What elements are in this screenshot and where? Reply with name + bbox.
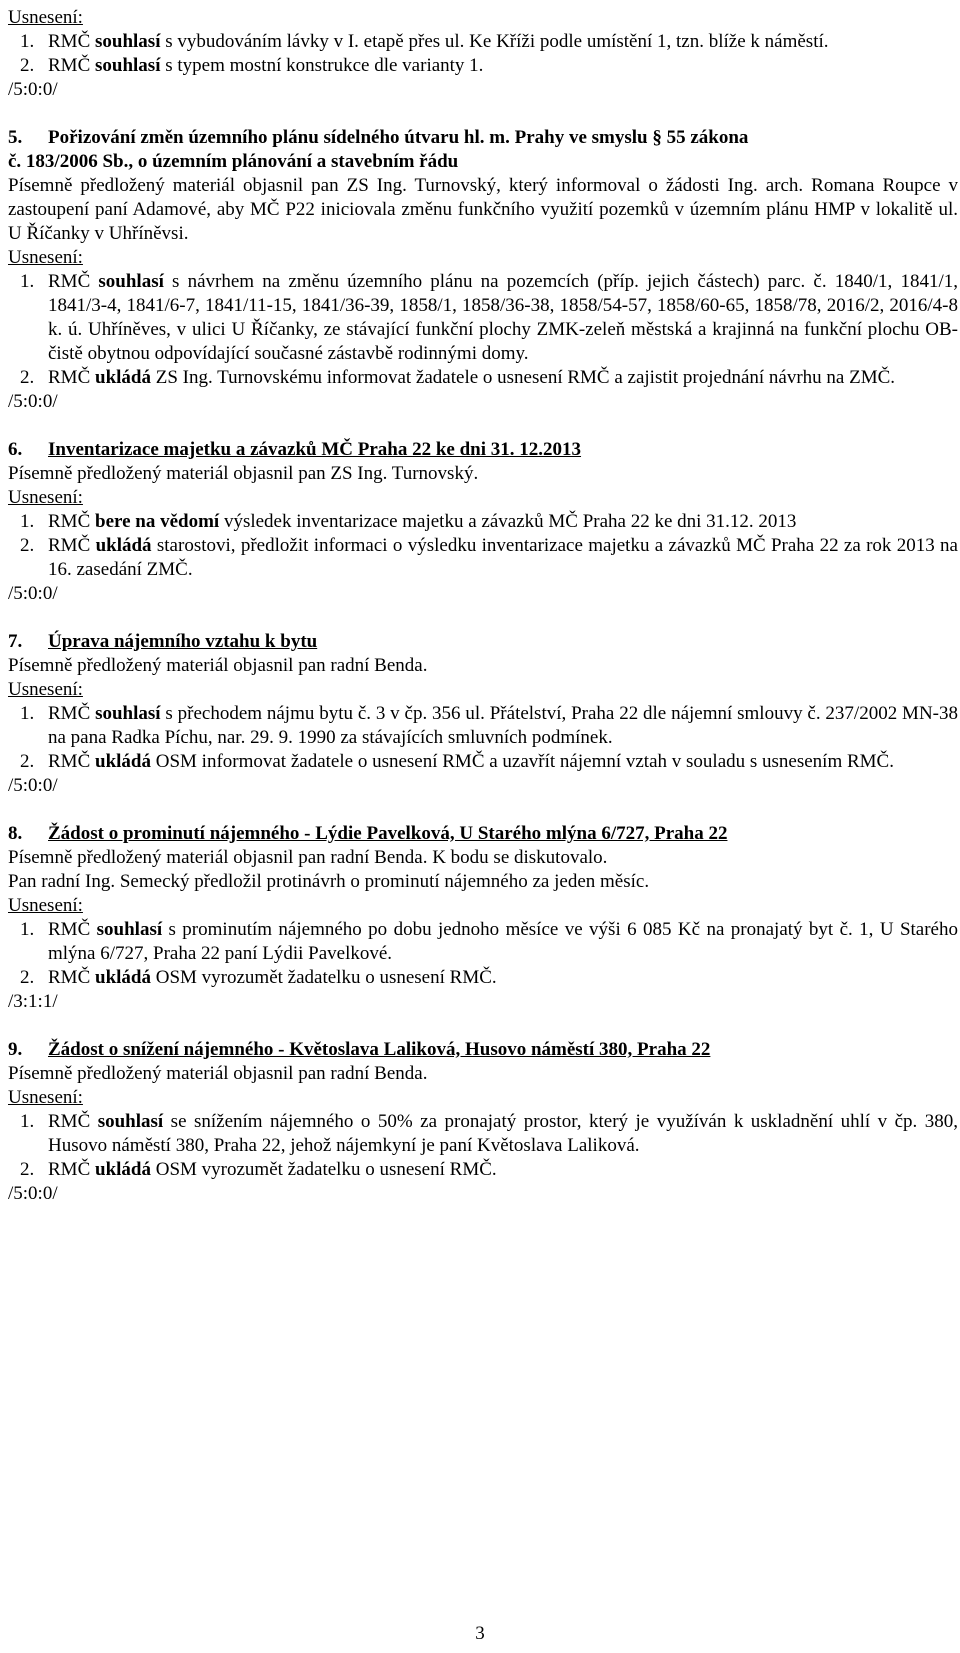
section-heading: 8. Žádost o prominutí nájemného - Lýdie Pavelková, U Starého mlýna 6/727, Praha 22 [8,823,728,844]
resolution-item: 1. RMČ souhlasí se snížením nájemného o 50% za pronajatý prostor, který je využíván k uskladnění uhlí v čp. 380, Husovo náměstí 380, Praha 22, jehož nájemkyní je paní Květoslava Laliková. [20,1111,958,1156]
section-description: Písemně předložený materiál objasnil pan radní Benda. [8,1063,428,1084]
resolution-item: 2. RMČ ukládá starostovi, předložit informaci o výsledku inventarizace majetku a závazků MČ Praha 22 za rok 2013 na 16. zasedání ZMČ. [20,535,958,580]
vote-code: /5:0:0/ [8,775,58,796]
section-description: Písemně předložený materiál objasnil pan ZS Ing. Turnovský. [8,463,479,484]
section-description: Písemně předložený materiál objasnil pan radní Benda. [8,655,428,676]
resolution-label: Usnesení: [8,247,83,268]
resolution-label: Usnesení: [8,487,83,508]
vote-code: /5:0:0/ [8,583,58,604]
resolution-label: Usnesení: [8,7,83,28]
resolution-item: 1. RMČ souhlasí s prominutím nájemného po dobu jednoho měsíce ve výši 6 085 Kč na pronajatý byt č. 1, U Starého mlýna 6/727, Praha 22 paní Lýdii Pavelkové. [20,919,958,964]
section-heading: 5. Pořizování změn územního plánu sídelného útvaru hl. m. Prahy ve smyslu § 55 zákona [8,127,749,148]
resolution-label: Usnesení: [8,895,83,916]
section-heading: 6. Inventarizace majetku a závazků MČ Praha 22 ke dni 31. 12.2013 [8,439,582,460]
vote-code: /5:0:0/ [8,391,58,412]
resolution-item: 1. RMČ bere na vědomí výsledek inventarizace majetku a závazků MČ Praha 22 ke dni 31.12. 2013 [20,511,797,532]
section-heading: 7. Úprava nájemního vztahu k bytu [8,631,318,652]
resolution-label: Usnesení: [8,679,83,700]
resolution-item: 2. RMČ ukládá ZS Ing. Turnovskému informovat žadatele o usnesení RMČ a zajistit projednání návrhu na ZMČ. [20,367,896,388]
resolution-item: 2. RMČ ukládá OSM informovat žadatele o usnesení RMČ a uzavřít nájemní vztah v souladu s usnesením RMČ. [20,751,894,772]
section-description: Písemně předložený materiál objasnil pan radní Benda. K bodu se diskutovalo. [8,847,608,868]
vote-code: /5:0:0/ [8,79,58,100]
page-number: 3 [475,1623,485,1644]
section-heading: 9. Žádost o snížení nájemného - Květoslava Laliková, Husovo náměstí 380, Praha 22 [8,1039,711,1060]
section-description: Písemně předložený materiál objasnil pan ZS Ing. Turnovský, který informoval o žádosti Ing. arch. Romana Roupce v zastoupení paní Adamové, aby MČ P22 iniciovala změnu funkčního využití pozemků v územním plánu HMP v lokalitě ul. U Říčanky v Uhříněvsi. [8,175,958,244]
vote-code: /3:1:1/ [8,991,58,1012]
resolution-item: 2. RMČ souhlasí s typem mostní konstrukce dle varianty 1. [20,55,484,76]
vote-code: /5:0:0/ [8,1183,58,1204]
resolution-label: Usnesení: [8,1087,83,1108]
resolution-item: 1. RMČ souhlasí s vybudováním lávky v I. etapě přes ul. Ke Kříži podle umístění 1, tzn. blíže k náměstí. [20,31,829,52]
resolution-item: 2. RMČ ukládá OSM vyrozumět žadatelku o usnesení RMČ. [20,1159,497,1180]
resolution-item: 1. RMČ souhlasí s přechodem nájmu bytu č. 3 v čp. 356 ul. Přátelství, Praha 22 dle nájemní smlouvy č. 237/2002 MN-38 na pana Radka Píchu, nar. 29. 9. 1990 za stávajících smluvních podmínek. [20,703,958,748]
section-heading-cont: č. 183/2006 Sb., o územním plánování a stavebním řádu [8,151,459,172]
resolution-item: 2. RMČ ukládá OSM vyrozumět žadatelku o usnesení RMČ. [20,967,497,988]
section-description: Pan radní Ing. Semecký předložil protinávrh o prominutí nájemného za jeden měsíc. [8,871,650,892]
document-content [8,6,958,1206]
resolution-item: 1. RMČ souhlasí s návrhem na změnu územního plánu na pozemcích (příp. jejich částech) parc. č. 1840/1, 1841/1, 1841/3-4, 1841/6-7, 1841/11-15, 1841/36-39, 1858/1, 1858/36-38, 1858/54-57, 1858/60-65, 1858/78, 2016/2, 2016/4-8 k. ú. Uhříněves, v ulici U Říčanky, ze stávající funkční plochy ZMK-zeleň městská a krajinná na funkční plochu OB-čistě obytnou odpovídající současné zástavbě rodinnými domy. [20,271,958,364]
